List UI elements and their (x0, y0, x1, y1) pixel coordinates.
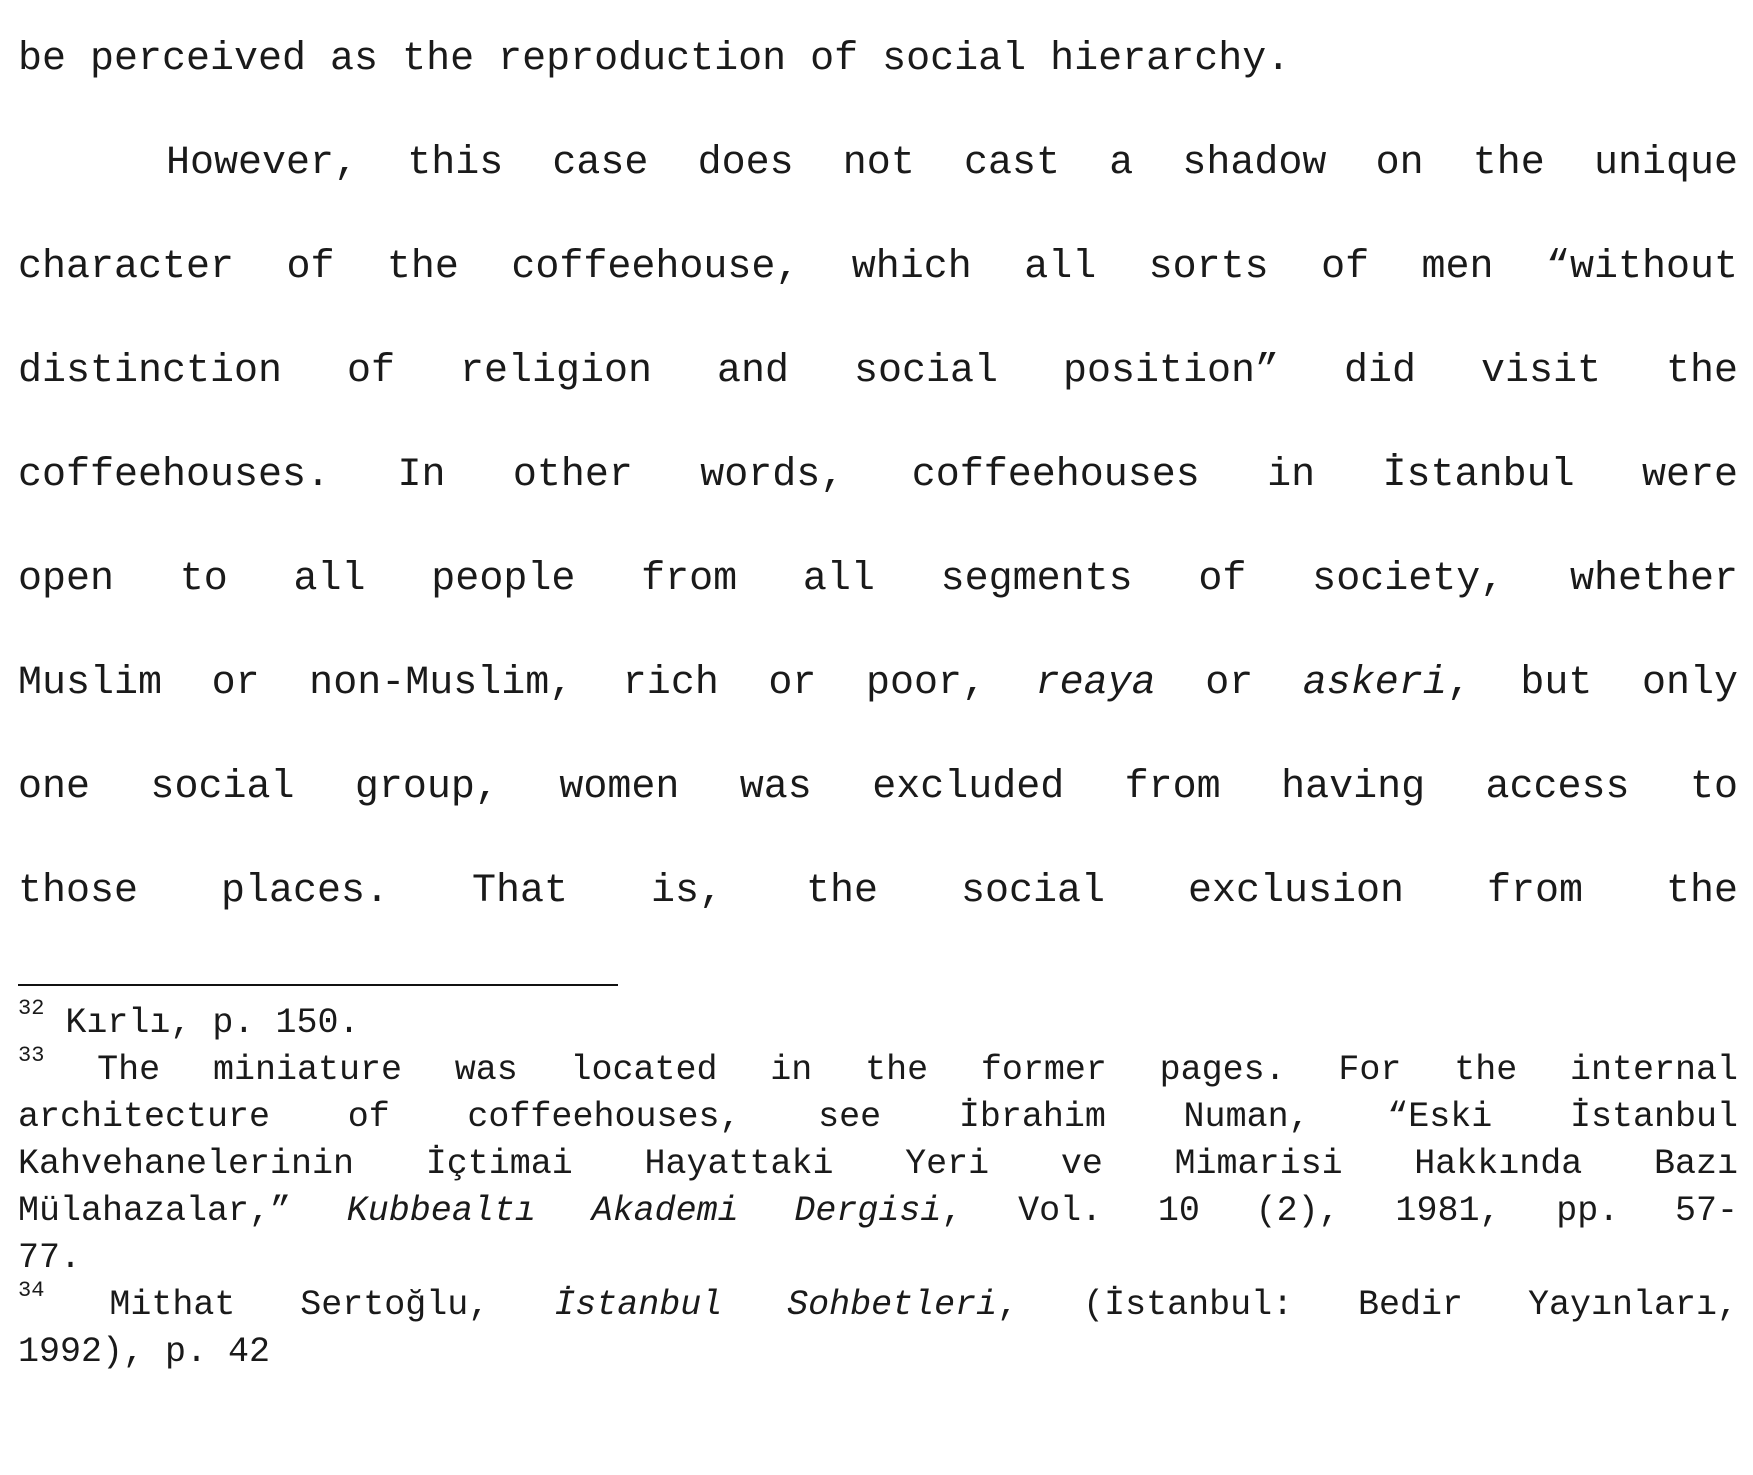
footnotes (18, 996, 1738, 1376)
footnote-line: 1992), p. 42 (18, 1332, 271, 1372)
body-line: character of the coffeehouse, which all sorts of men “without (18, 245, 1738, 290)
body-line: distinction of religion and social position” did visit the (18, 349, 1738, 394)
body-line: be perceived as the reproduction of social hierarchy. (18, 37, 1291, 82)
footnote-text: , (İstanbul: Bedir Yayınları, (997, 1285, 1738, 1325)
footnote-marker: 34 (18, 1278, 45, 1303)
footnote-line: Kahvehanelerinin İçtimai Hayattaki Yeri ve Mimarisi Hakkında Bazı (18, 1144, 1738, 1184)
footnote-34 (18, 1278, 1738, 1376)
body-text-fragment: or (1155, 661, 1303, 706)
body-line: those places. That is, the social exclusion from the (18, 869, 1738, 914)
footnote-line (18, 1043, 1738, 1094)
body-line: coffeehouses. In other words, coffeehouses in İstanbul were (18, 453, 1738, 498)
footnote-marker: 33 (18, 1043, 45, 1068)
footnote-text: Mülahazalar,” (18, 1191, 347, 1231)
body-text (18, 8, 1738, 944)
footnote-line: architecture of coffeehouses, see İbrahim Numan, “Eski İstanbul (18, 1097, 1738, 1137)
body-line: open to all people from all segments of society, whether (18, 557, 1738, 602)
italic-term-reaya: reaya (1035, 661, 1156, 706)
footnote-line: 77. (18, 1238, 82, 1278)
footnote-marker: 32 (18, 996, 45, 1021)
body-line (18, 632, 1738, 736)
body-text-fragment: , but only (1446, 661, 1739, 706)
footnote-separator (18, 984, 618, 986)
footnote-33 (18, 1043, 1738, 1282)
footnote-line (18, 996, 1738, 1047)
journal-title: Kubbealtı Akademi Dergisi (346, 1191, 942, 1231)
footnote-32 (18, 996, 1738, 1047)
body-line: However, this case does not cast a shadow on the unique (166, 141, 1738, 186)
footnote-text: The miniature was located in the former pages. For the internal (44, 1050, 1738, 1090)
italic-term-askeri: askeri (1302, 661, 1447, 706)
body-line: one social group, women was excluded from having access to (18, 765, 1738, 810)
body-text-fragment: Muslim or non-Muslim, rich or poor, (18, 661, 1036, 706)
footnote-text: Kırlı, p. 150. (44, 1003, 360, 1043)
footnote-line (18, 1278, 1738, 1329)
footnote-line (18, 1188, 1738, 1235)
footnote-text: Mithat Sertoğlu, (44, 1285, 555, 1325)
book-title: İstanbul Sohbetleri (554, 1285, 998, 1325)
footnote-text: , Vol. 10 (2), 1981, pp. 57- (941, 1191, 1738, 1231)
